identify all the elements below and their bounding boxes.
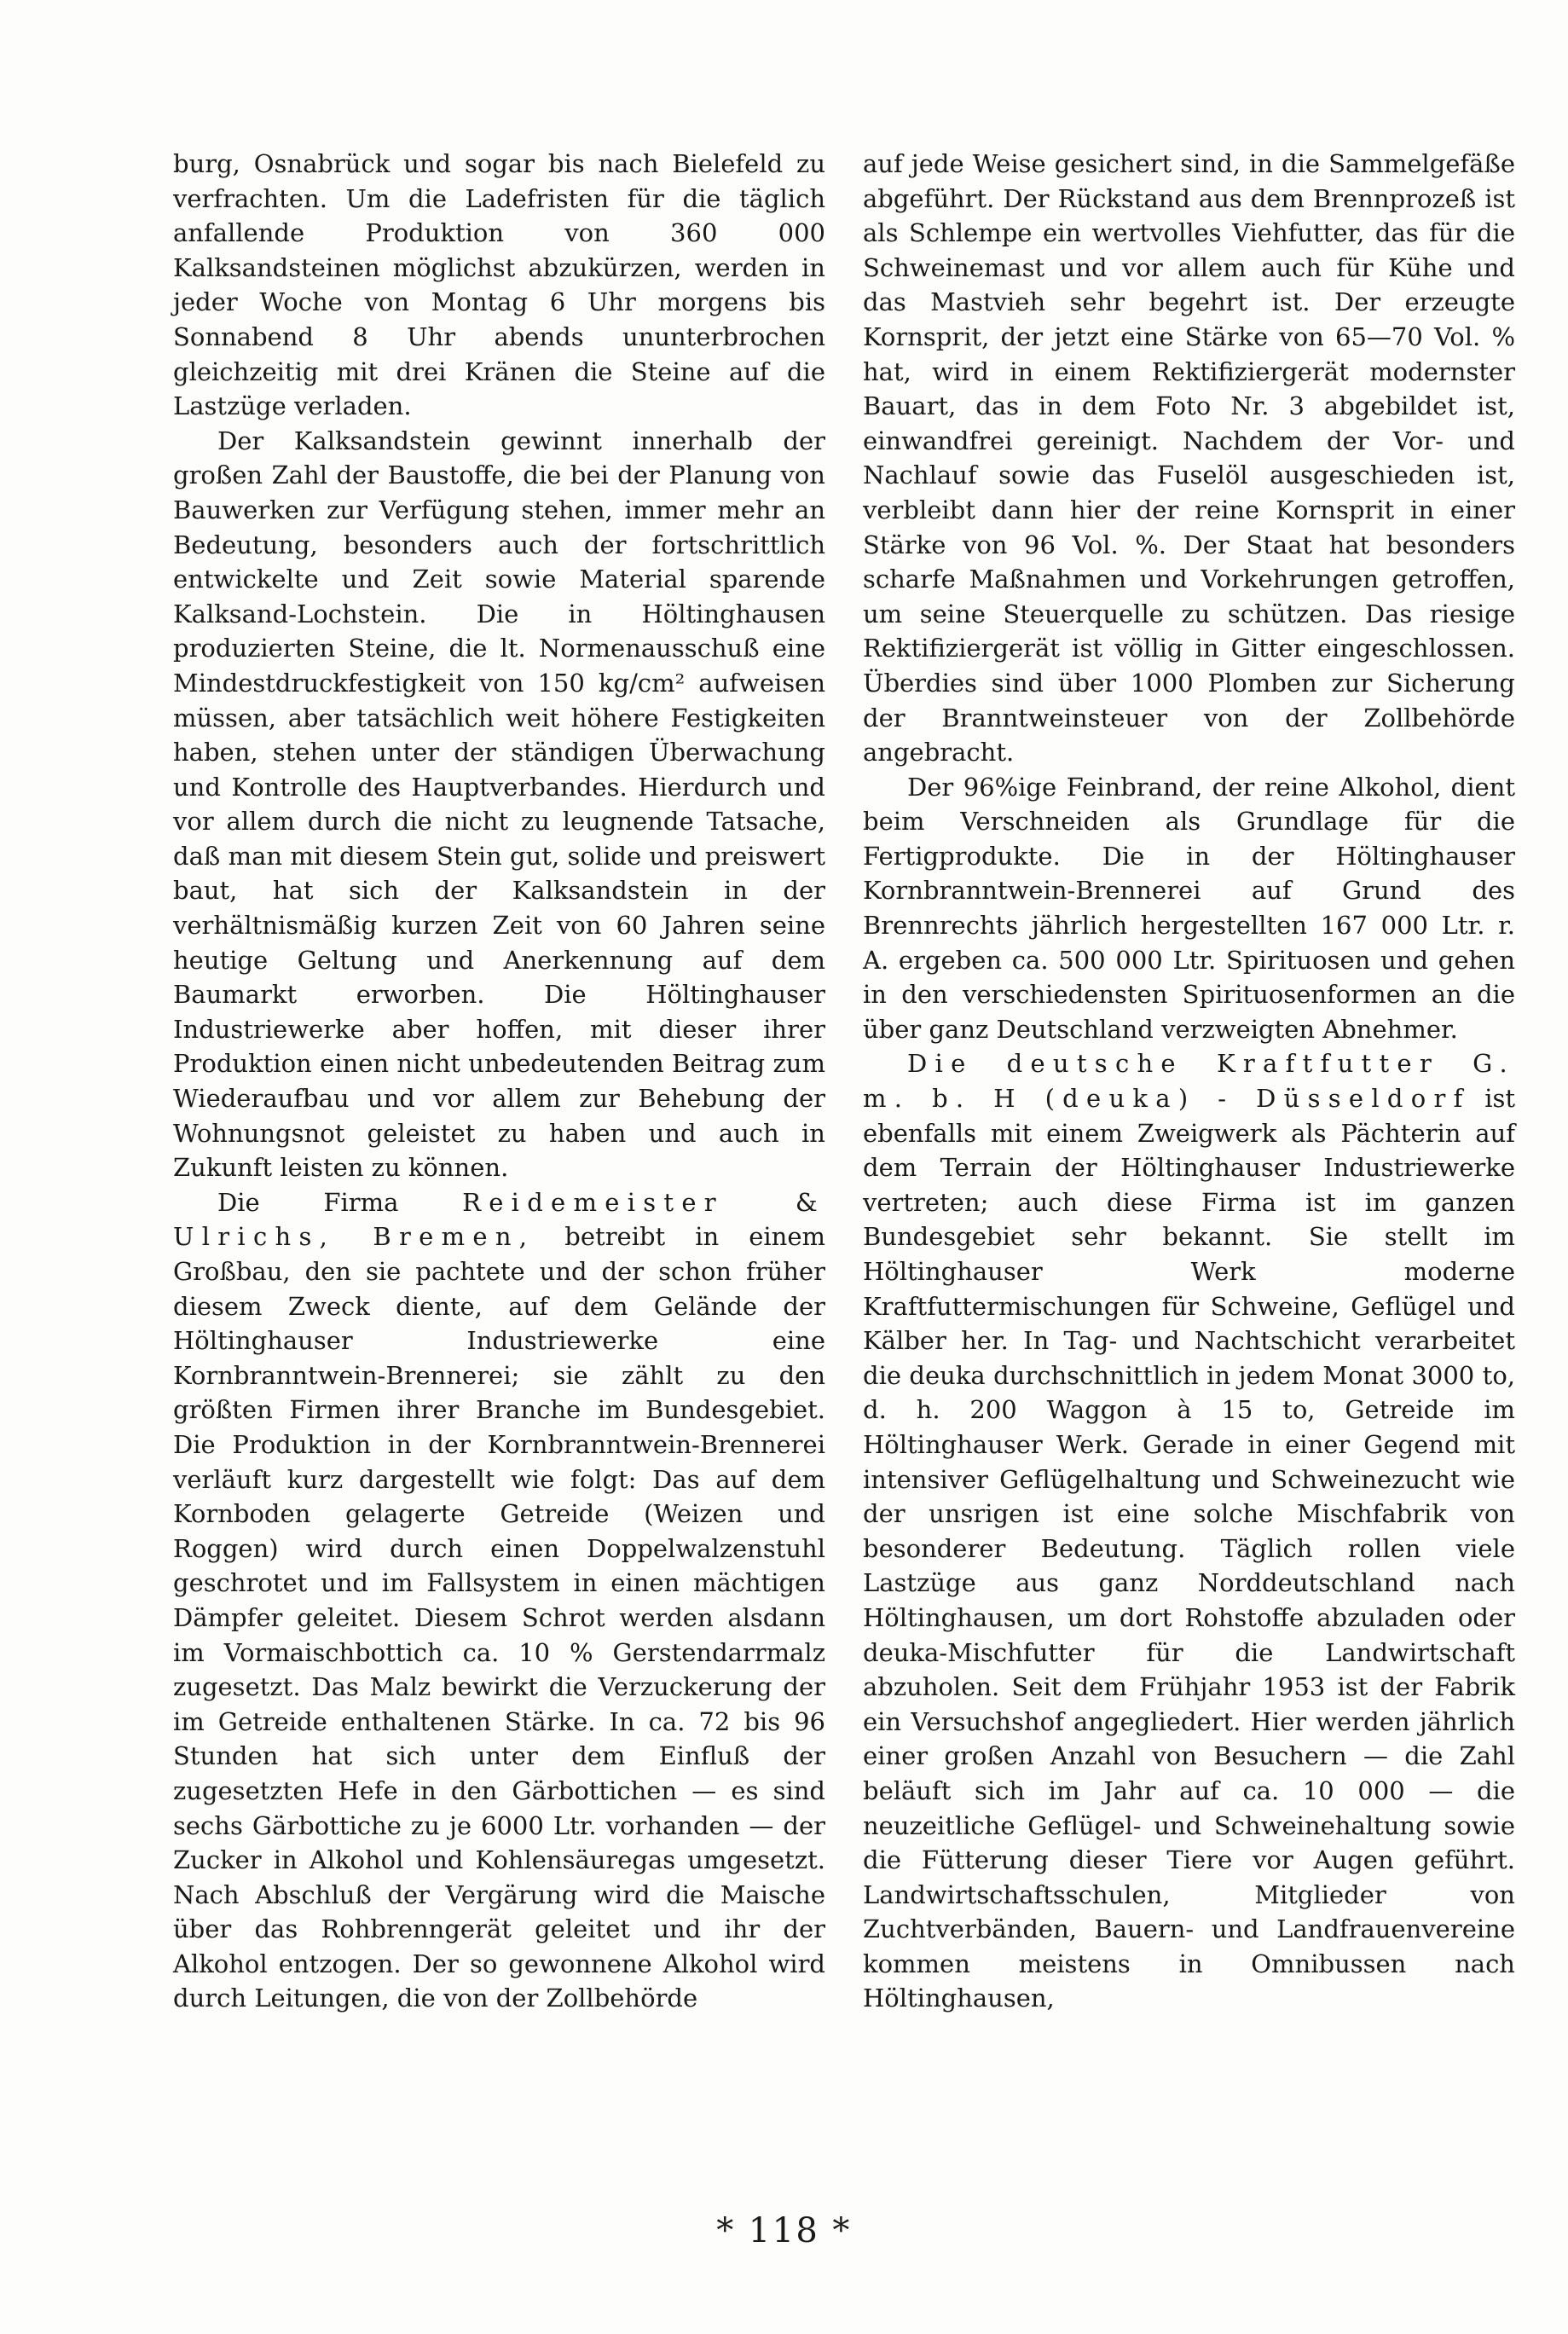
paragraph: auf jede Weise gesichert sind, in die Sammelgefäße abgeführt. Der Rückstand aus dem Brennprozeß ist als Schlempe ein wertvolles Viehfutter, das für die Schweinemast und vor allem auch für Kühe und das Mastvieh sehr begehrt ist. Der erzeugte Kornsprit, der jetzt eine Stärke von 65—70 Vol. % hat, wird in einem Rektifiziergerät modernster Bauart, das in dem Foto Nr. 3 abgebildet ist, einwandfrei gereinigt. Nachdem der Vor- und Nachlauf sowie das Fuselöl ausgeschieden ist, verbleibt dann hier der reine Kornsprit in einer Stärke von 96 Vol. %. Der Staat hat besonders scharfe Maßnahmen und Vorkehrungen getroffen, um seine Steuerquelle zu schützen. Das riesige Rektifiziergerät ist völlig in Gitter eingeschlossen. Überdies sind über 1000 Plomben zur Sicherung der Branntweinsteuer von der Zollbehörde angebracht.	[863, 149, 1515, 767]
paragraph-text: ist ebenfalls mit einem Zweigwerk als Pächterin auf dem Terrain der Höltinghauser Industriewerke vertreten; auch diese Firma ist im ganzen Bundesgebiet sehr bekannt. Sie stellt im Höltinghauser Werk moderne Kraftfuttermischungen für Schweine, Geflügel und Kälber her. In Tag- und Nachtschicht verarbeitet die deuka durchschnittlich in jedem Monat 3000 to, d. h. 200 Waggon à 15 to, Getreide im Höltinghauser Werk. Gerade in einer Gegend mit intensiver Geflügelhaltung und Schweinezucht wie der unsrigen ist eine solche Mischfabrik von besonderer Bedeutung. Täglich rollen viele Lastzüge aus ganz Norddeutschland nach Höltinghausen, um dort Rohstoffe abzuladen oder deuka-Mischfutter für die Landwirtschaft abzuholen. Seit dem Frühjahr 1953 ist der Fabrik ein Versuchshof angegliedert. Hier werden jährlich einer großen Anzahl von Besuchern — die Zahl beläuft sich im Jahr auf ca. 10 000 — die neuzeitliche Geflügel- und Schweinehaltung sowie die Fütterung dieser Tiere vor Augen geführt. Landwirtschaftsschulen, Mitglieder von Zuchtverbänden, Bauern- und Landfrauenvereine kommen meistens in Omnibussen nach Höltinghausen,	[863, 1084, 1516, 2013]
paragraph: Der Kalksandstein gewinnt innerhalb der großen Zahl der Baustoffe, die bei der Planung von Bauwerken zur Verfügung stehen, immer mehr an Bedeutung, besonders auch der fortschrittlich entwickelte und Zeit sowie Material sparende Kalksand-Lochstein. Die in Höltinghausen produzierten Steine, die lt. Normenausschuß eine Mindestdruckfestigkeit von 150 kg/cm² aufweisen müssen, aber tatsächlich weit höhere Festigkeiten haben, stehen unter der ständigen Überwachung und Kontrolle des Hauptverbandes. Hierdurch und vor allem durch die nicht zu leugnende Tatsache, daß man mit diesem Stein gut, solide und preiswert baut, hat sich der Kalksandstein in der verhältnismäßig kurzen Zeit von 60 Jahren seine heutige Geltung und Anerkennung auf dem Baumarkt erworben. Die Höltinghauser Industriewerke aber hoffen, mit dieser ihrer Produktion einen nicht unbedeutenden Beitrag zum Wiederaufbau und vor allem zur Behebung der Wohnungsnot geleistet zu haben und auch in Zukunft leisten zu können.	[173, 426, 825, 1183]
right-column	[863, 147, 1515, 2016]
paragraph-lead: Die Firma	[217, 1187, 463, 1217]
page-number: * 118 *	[716, 2211, 852, 2250]
paragraph: burg, Osnabrück und sogar bis nach Bielefeld zu verfrachten. Um die Ladefristen für die täglich anfallende Produktion von 360 000 Kalksandsteinen möglichst abzukürzen, werden in jeder Woche von Montag 6 Uhr morgens bis Sonnabend 8 Uhr abends ununterbrochen gleichzeitig mit drei Kränen die Steine auf die Lastzüge verladen.	[173, 149, 825, 421]
paragraph	[863, 1046, 1515, 2016]
company-name: Reidemeister & Ulrichs, Bremen,	[173, 1187, 825, 1252]
company-name: Die deutsche Kraftfutter G. m. b. H (deuka) - Düsseldorf	[863, 1049, 1515, 1114]
left-column	[173, 147, 825, 2016]
paragraph: Der 96%ige Feinbrand, der reine Alkohol, dient beim Verschneiden als Grundlage für die Fertigprodukte. Die in der Höltinghauser Kornbranntwein-Brennerei auf Grund des Brennrechts jährlich hergestellten 167 000 Ltr. r. A. ergeben ca. 500 000 Ltr. Spirituosen und gehen in den verschiedensten Spirituosenformen an die über ganz Deutschland verzweigten Abnehmer.	[863, 772, 1515, 1044]
paragraph	[173, 1185, 825, 2016]
paragraph-text: betreibt in einem Großbau, den sie pachtete und der schon früher diesem Zweck diente, auf dem Gelände der Höltinghauser Industriewerke eine Kornbranntwein-Brennerei; sie zählt zu den größten Firmen ihrer Branche im Bundesgebiet. Die Produktion in der Kornbranntwein-Brennerei verläuft kurz dargestellt wie folgt: Das auf dem Kornboden gelagerte Getreide (Weizen und Roggen) wird durch einen Doppelwalzenstuhl geschrotet und im Fallsystem in einen mächtigen Dämpfer geleitet. Diesem Schrot werden alsdann im Vormaischbottich ca. 10 % Gerstendarrmalz zugesetzt. Das Malz bewirkt die Verzuckerung der im Getreide enthaltenen Stärke. In ca. 72 bis 96 Stunden hat sich unter dem Einfluß der zugesetzten Hefe in den Gärbottichen — es sind sechs Gärbottiche zu je 6000 Ltr. vorhanden — der Zucker in Alkohol und Kohlensäuregas umgesetzt. Nach Abschluß der Vergärung wird die Maische über das Rohbrenngerät geleitet und ihr der Alkohol entzogen. Der so gewonnene Alkohol wird durch Leitungen, die von der Zollbehörde	[173, 1222, 825, 2013]
